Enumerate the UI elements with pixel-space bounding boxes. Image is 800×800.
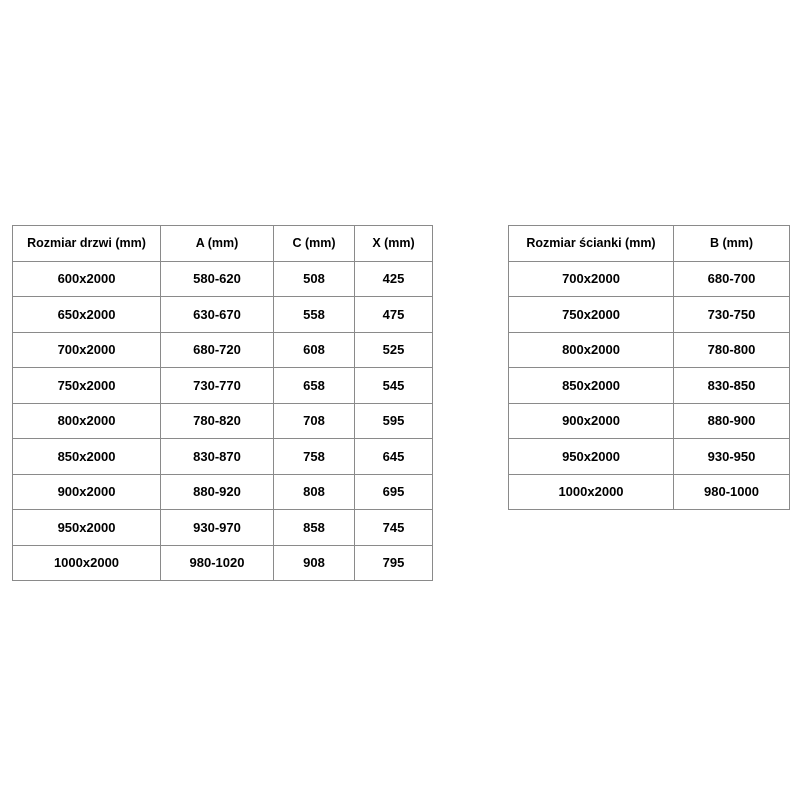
cell-a: 730-770 [161, 368, 274, 404]
cell-c: 808 [274, 474, 355, 510]
cell-a: 580-620 [161, 261, 274, 297]
table-row [13, 510, 433, 546]
table-row [13, 368, 433, 404]
cell-x: 525 [355, 332, 433, 368]
wall-size-table [508, 225, 790, 510]
table-row [13, 332, 433, 368]
column-header-x: X (mm) [355, 226, 433, 262]
cell-b: 830-850 [674, 368, 790, 404]
cell-wall-size: 950x2000 [509, 439, 674, 475]
cell-c: 658 [274, 368, 355, 404]
column-header-wall-size: Rozmiar ścianki (mm) [509, 226, 674, 262]
table-row [509, 439, 790, 475]
table-row [13, 297, 433, 333]
table-header-row [13, 226, 433, 262]
wall-size-table-container [508, 225, 790, 510]
table-row [509, 403, 790, 439]
cell-x: 795 [355, 545, 433, 581]
cell-wall-size: 900x2000 [509, 403, 674, 439]
cell-wall-size: 750x2000 [509, 297, 674, 333]
cell-door-size: 900x2000 [13, 474, 161, 510]
cell-x: 745 [355, 510, 433, 546]
doors-size-table [12, 225, 433, 581]
table-row [509, 297, 790, 333]
cell-a: 880-920 [161, 474, 274, 510]
column-header-c: C (mm) [274, 226, 355, 262]
column-header-door-size: Rozmiar drzwi (mm) [13, 226, 161, 262]
cell-b: 780-800 [674, 332, 790, 368]
cell-door-size: 600x2000 [13, 261, 161, 297]
cell-door-size: 850x2000 [13, 439, 161, 475]
cell-b: 880-900 [674, 403, 790, 439]
cell-door-size: 650x2000 [13, 297, 161, 333]
cell-c: 758 [274, 439, 355, 475]
cell-door-size: 1000x2000 [13, 545, 161, 581]
table-row [13, 545, 433, 581]
table-row [13, 261, 433, 297]
cell-wall-size: 850x2000 [509, 368, 674, 404]
cell-b: 680-700 [674, 261, 790, 297]
cell-c: 608 [274, 332, 355, 368]
cell-x: 425 [355, 261, 433, 297]
cell-door-size: 800x2000 [13, 403, 161, 439]
cell-c: 908 [274, 545, 355, 581]
cell-x: 695 [355, 474, 433, 510]
doors-size-table-container [12, 225, 433, 581]
cell-b: 980-1000 [674, 474, 790, 510]
column-header-a: A (mm) [161, 226, 274, 262]
cell-c: 558 [274, 297, 355, 333]
cell-a: 930-970 [161, 510, 274, 546]
wall-table-header [509, 226, 790, 262]
doors-table-header [13, 226, 433, 262]
table-header-row [509, 226, 790, 262]
cell-c: 708 [274, 403, 355, 439]
cell-x: 645 [355, 439, 433, 475]
cell-wall-size: 800x2000 [509, 332, 674, 368]
cell-door-size: 950x2000 [13, 510, 161, 546]
cell-a: 680-720 [161, 332, 274, 368]
cell-c: 508 [274, 261, 355, 297]
cell-door-size: 750x2000 [13, 368, 161, 404]
cell-b: 730-750 [674, 297, 790, 333]
table-row [13, 403, 433, 439]
cell-wall-size: 1000x2000 [509, 474, 674, 510]
table-row [509, 261, 790, 297]
cell-a: 980-1020 [161, 545, 274, 581]
cell-door-size: 700x2000 [13, 332, 161, 368]
table-row [509, 474, 790, 510]
table-row [509, 332, 790, 368]
cell-a: 780-820 [161, 403, 274, 439]
cell-b: 930-950 [674, 439, 790, 475]
wall-table-body [509, 261, 790, 510]
cell-x: 595 [355, 403, 433, 439]
cell-wall-size: 700x2000 [509, 261, 674, 297]
cell-a: 830-870 [161, 439, 274, 475]
cell-x: 475 [355, 297, 433, 333]
doors-table-body [13, 261, 433, 581]
cell-x: 545 [355, 368, 433, 404]
column-header-b: B (mm) [674, 226, 790, 262]
table-row [13, 439, 433, 475]
table-row [509, 368, 790, 404]
cell-a: 630-670 [161, 297, 274, 333]
table-row [13, 474, 433, 510]
cell-c: 858 [274, 510, 355, 546]
